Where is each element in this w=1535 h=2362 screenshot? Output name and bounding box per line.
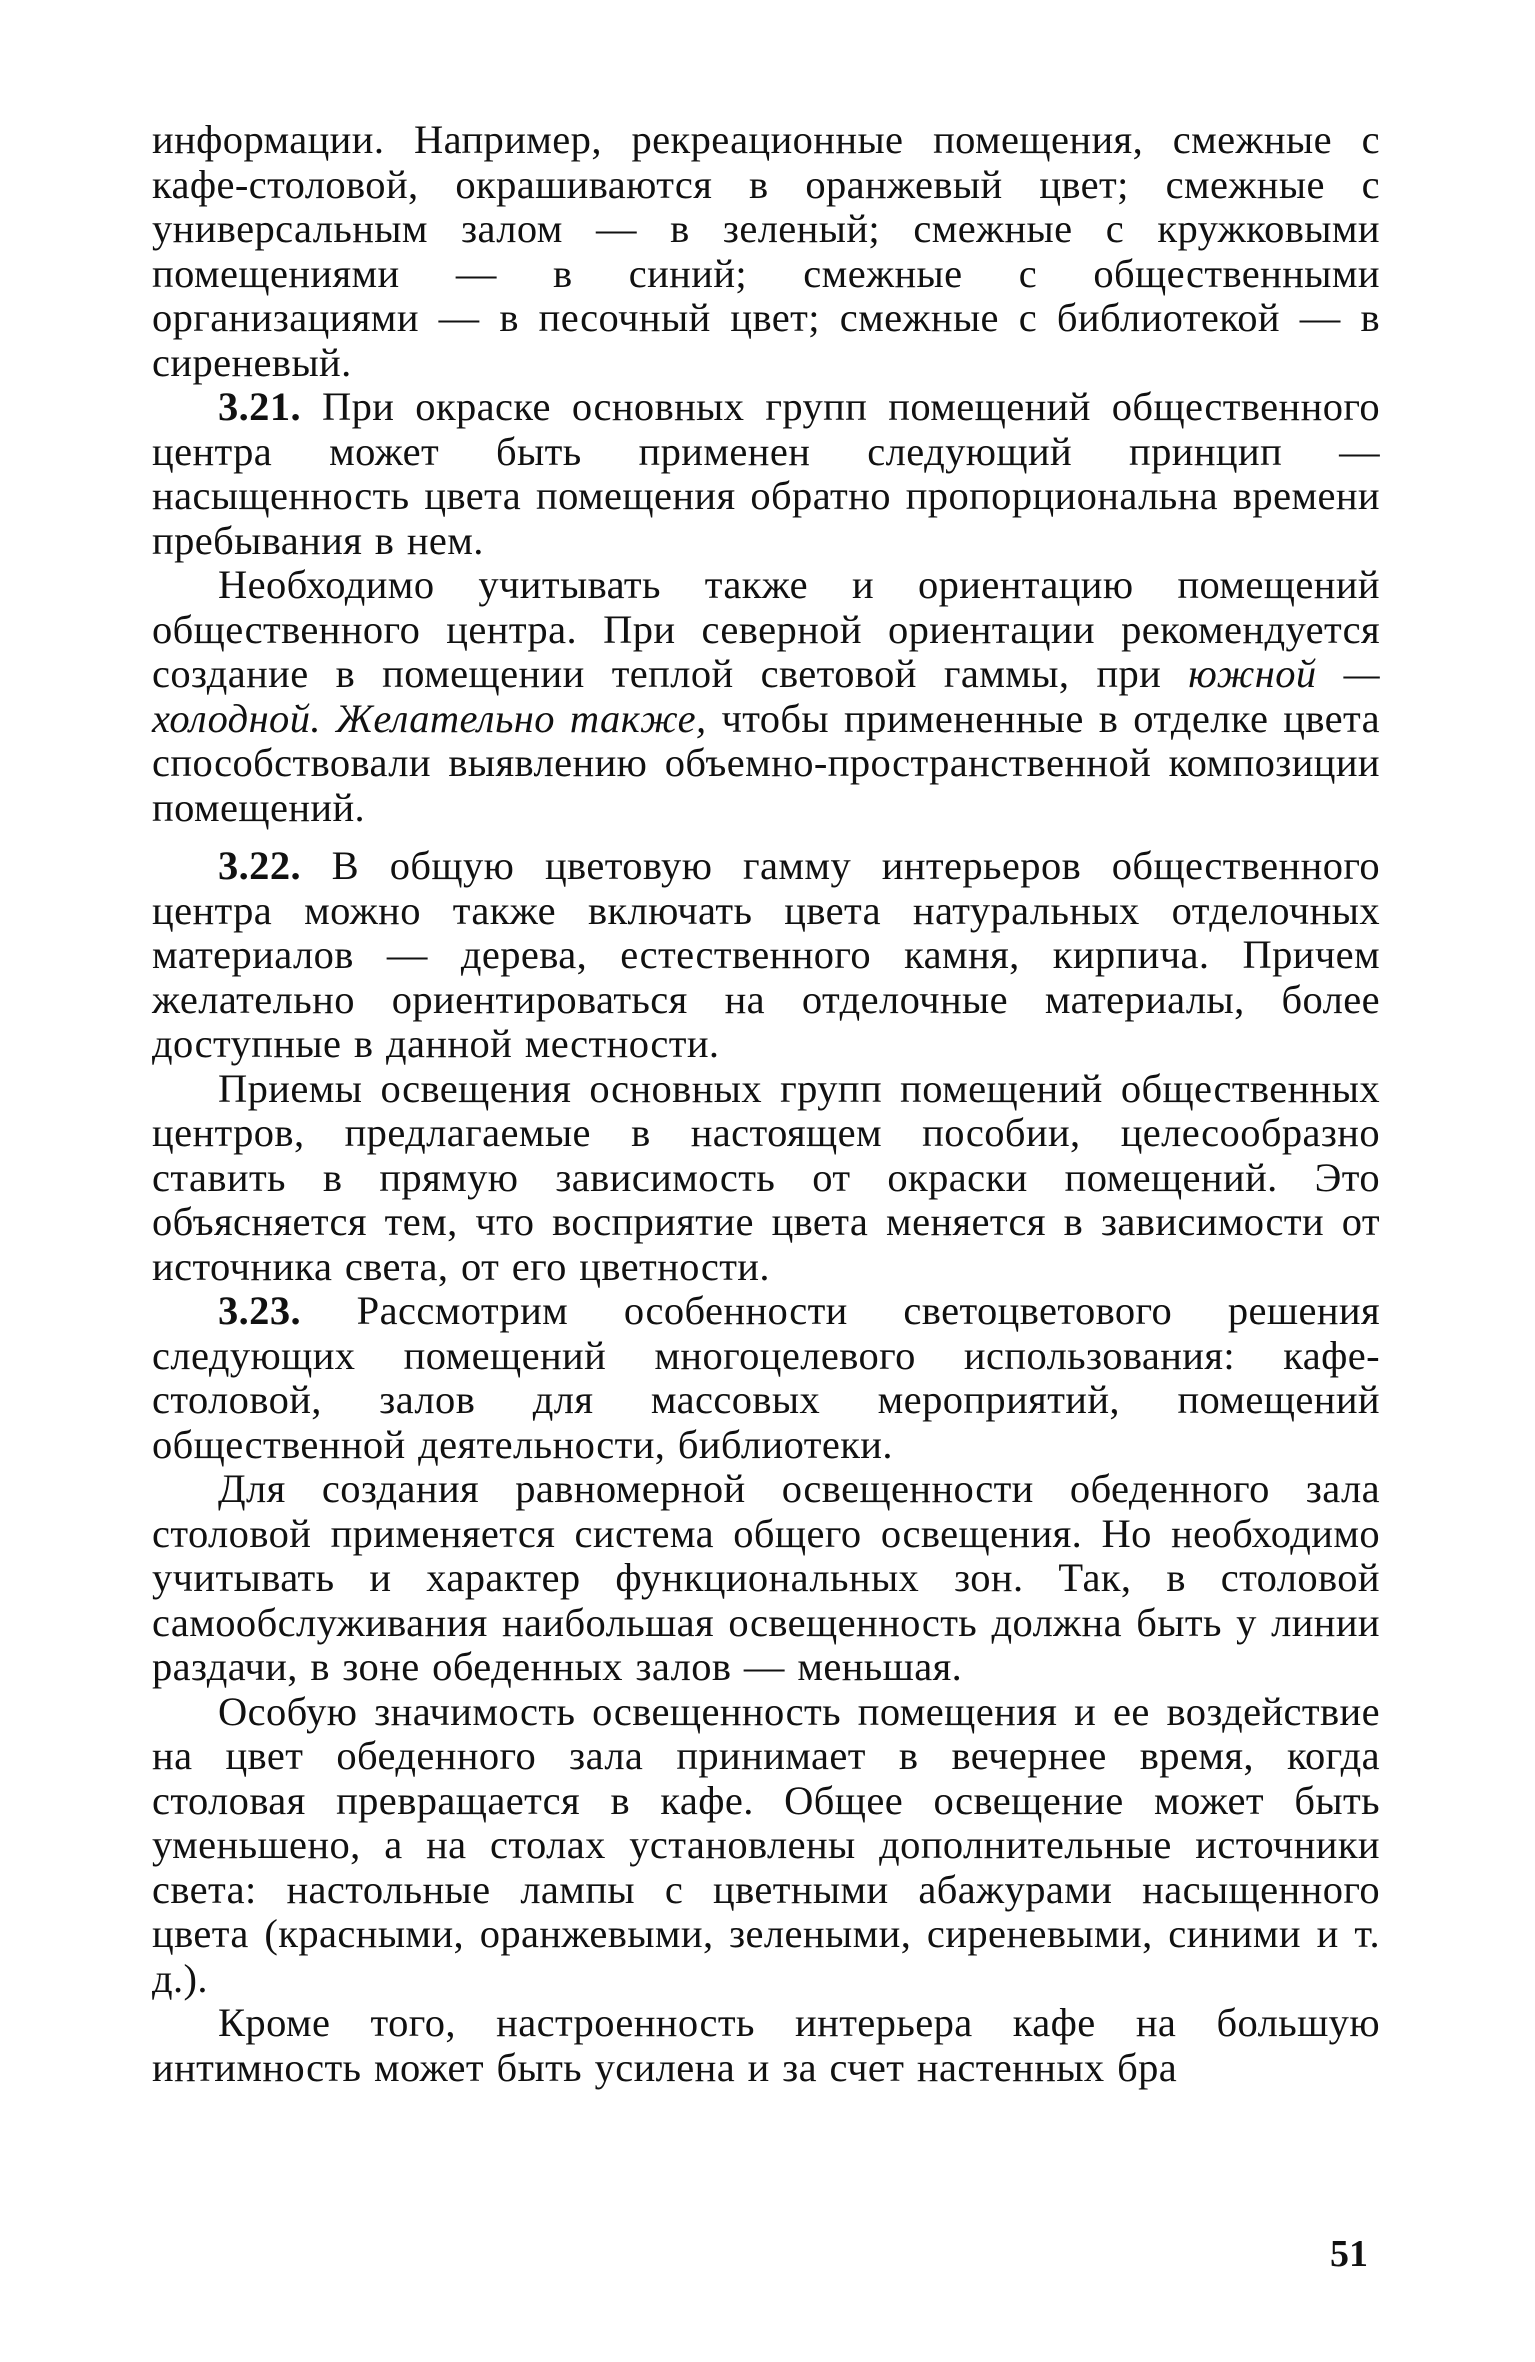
paragraph-text: Особую значимость освещенность помещения и ее воздействие на цвет обеденного зала принимает в вечернее время, когда столовая превращается в кафе. Общее освещение может быть уменьшено, а на столах установлены дополнительные источники света: настольные лампы с цветными абажурами насыщенного цвета (красными, оранжевыми, зелеными, сиреневыми, синими и т. д.). (152, 1688, 1380, 2001)
paragraph-text: Рассмотрим особенности светоцветового решения следующих помещений многоцелевого использования: кафе-столовой, залов для массовых мероприятий, помещений общественной деятельности, библиотеки. (152, 1288, 1380, 1467)
paragraph-dining-lighting (152, 1467, 1380, 1690)
paragraph-evening-cafe (152, 1690, 1380, 2002)
section-number: 3.21. (218, 384, 301, 429)
paragraph-text: В общую цветовую гамму интерьеров общественного центра можно также включать цвета натуральных отделочных материалов — дерева, естественного камня, кирпича. Причем желательно ориентироваться на отделочные материалы, более доступные в данной местности. (152, 843, 1380, 1066)
paragraph-3-21 (152, 385, 1380, 563)
paragraph-3-23 (152, 1289, 1380, 1467)
paragraph-text: Кроме того, настроенность интерьера кафе на большую интимность может быть усилена и за счет настенных бра (152, 2000, 1380, 2090)
paragraph-text: Необходимо учитывать также и ориентацию помещений общественного центра. При северной ориентации рекомендуется создание в помещении теплой световой гаммы, при (152, 562, 1380, 696)
paragraph-text: информации. Например, рекреационные помещения, смежные с кафе-столовой, окрашиваются в оранжевый цвет; смежные с универсальным залом — в зеленый; смежные с кружковыми помещениями — в синий; смежные с общественными организациями — в песочный цвет; смежные с библиотекой — в сиреневый. (152, 117, 1380, 385)
paragraph-3-22 (152, 844, 1380, 1067)
document-body (152, 118, 1380, 2090)
paragraph-lighting-methods (152, 1067, 1380, 1290)
italic-phrase: южной — холодной. Желательно также, (152, 651, 1380, 741)
paragraph-text: Приемы освещения основных групп помещений общественных центров, предлагаемые в настоящем пособии, целесообразно ставить в прямую зависимость от окраски помещений. Это объясняется тем, что восприятие цвета меняется в зависимости от источника света, от его цветности. (152, 1065, 1380, 1289)
paragraph-text-continued: чтобы примененные в отделке цвета способствовали выявлению объемно-пространственной композиции помещений. (152, 695, 1380, 830)
page-number: 51 (1330, 2233, 1368, 2275)
section-number: 3.22. (218, 843, 301, 888)
paragraph-wall-lamps (152, 2001, 1380, 2090)
paragraph-text: Для создания равномерной освещенности обеденного зала столовой применяется система общего освещения. Но необходимо учитывать и характер функциональных зон. Так, в столовой самообслуживания наибольшая освещенность должна быть у линии раздачи, в зоне обеденных залов — меньшая. (152, 1466, 1380, 1689)
paragraph-text: При окраске основных групп помещений общественного центра может быть применен следующий принцип — насыщенность цвета помещения обратно пропорциональна времени пребывания в нем. (152, 384, 1380, 563)
paragraph-colour-coding (152, 118, 1380, 385)
section-number: 3.23. (218, 1288, 301, 1333)
paragraph-gap (152, 830, 1380, 844)
paragraph-orientation (152, 563, 1380, 830)
